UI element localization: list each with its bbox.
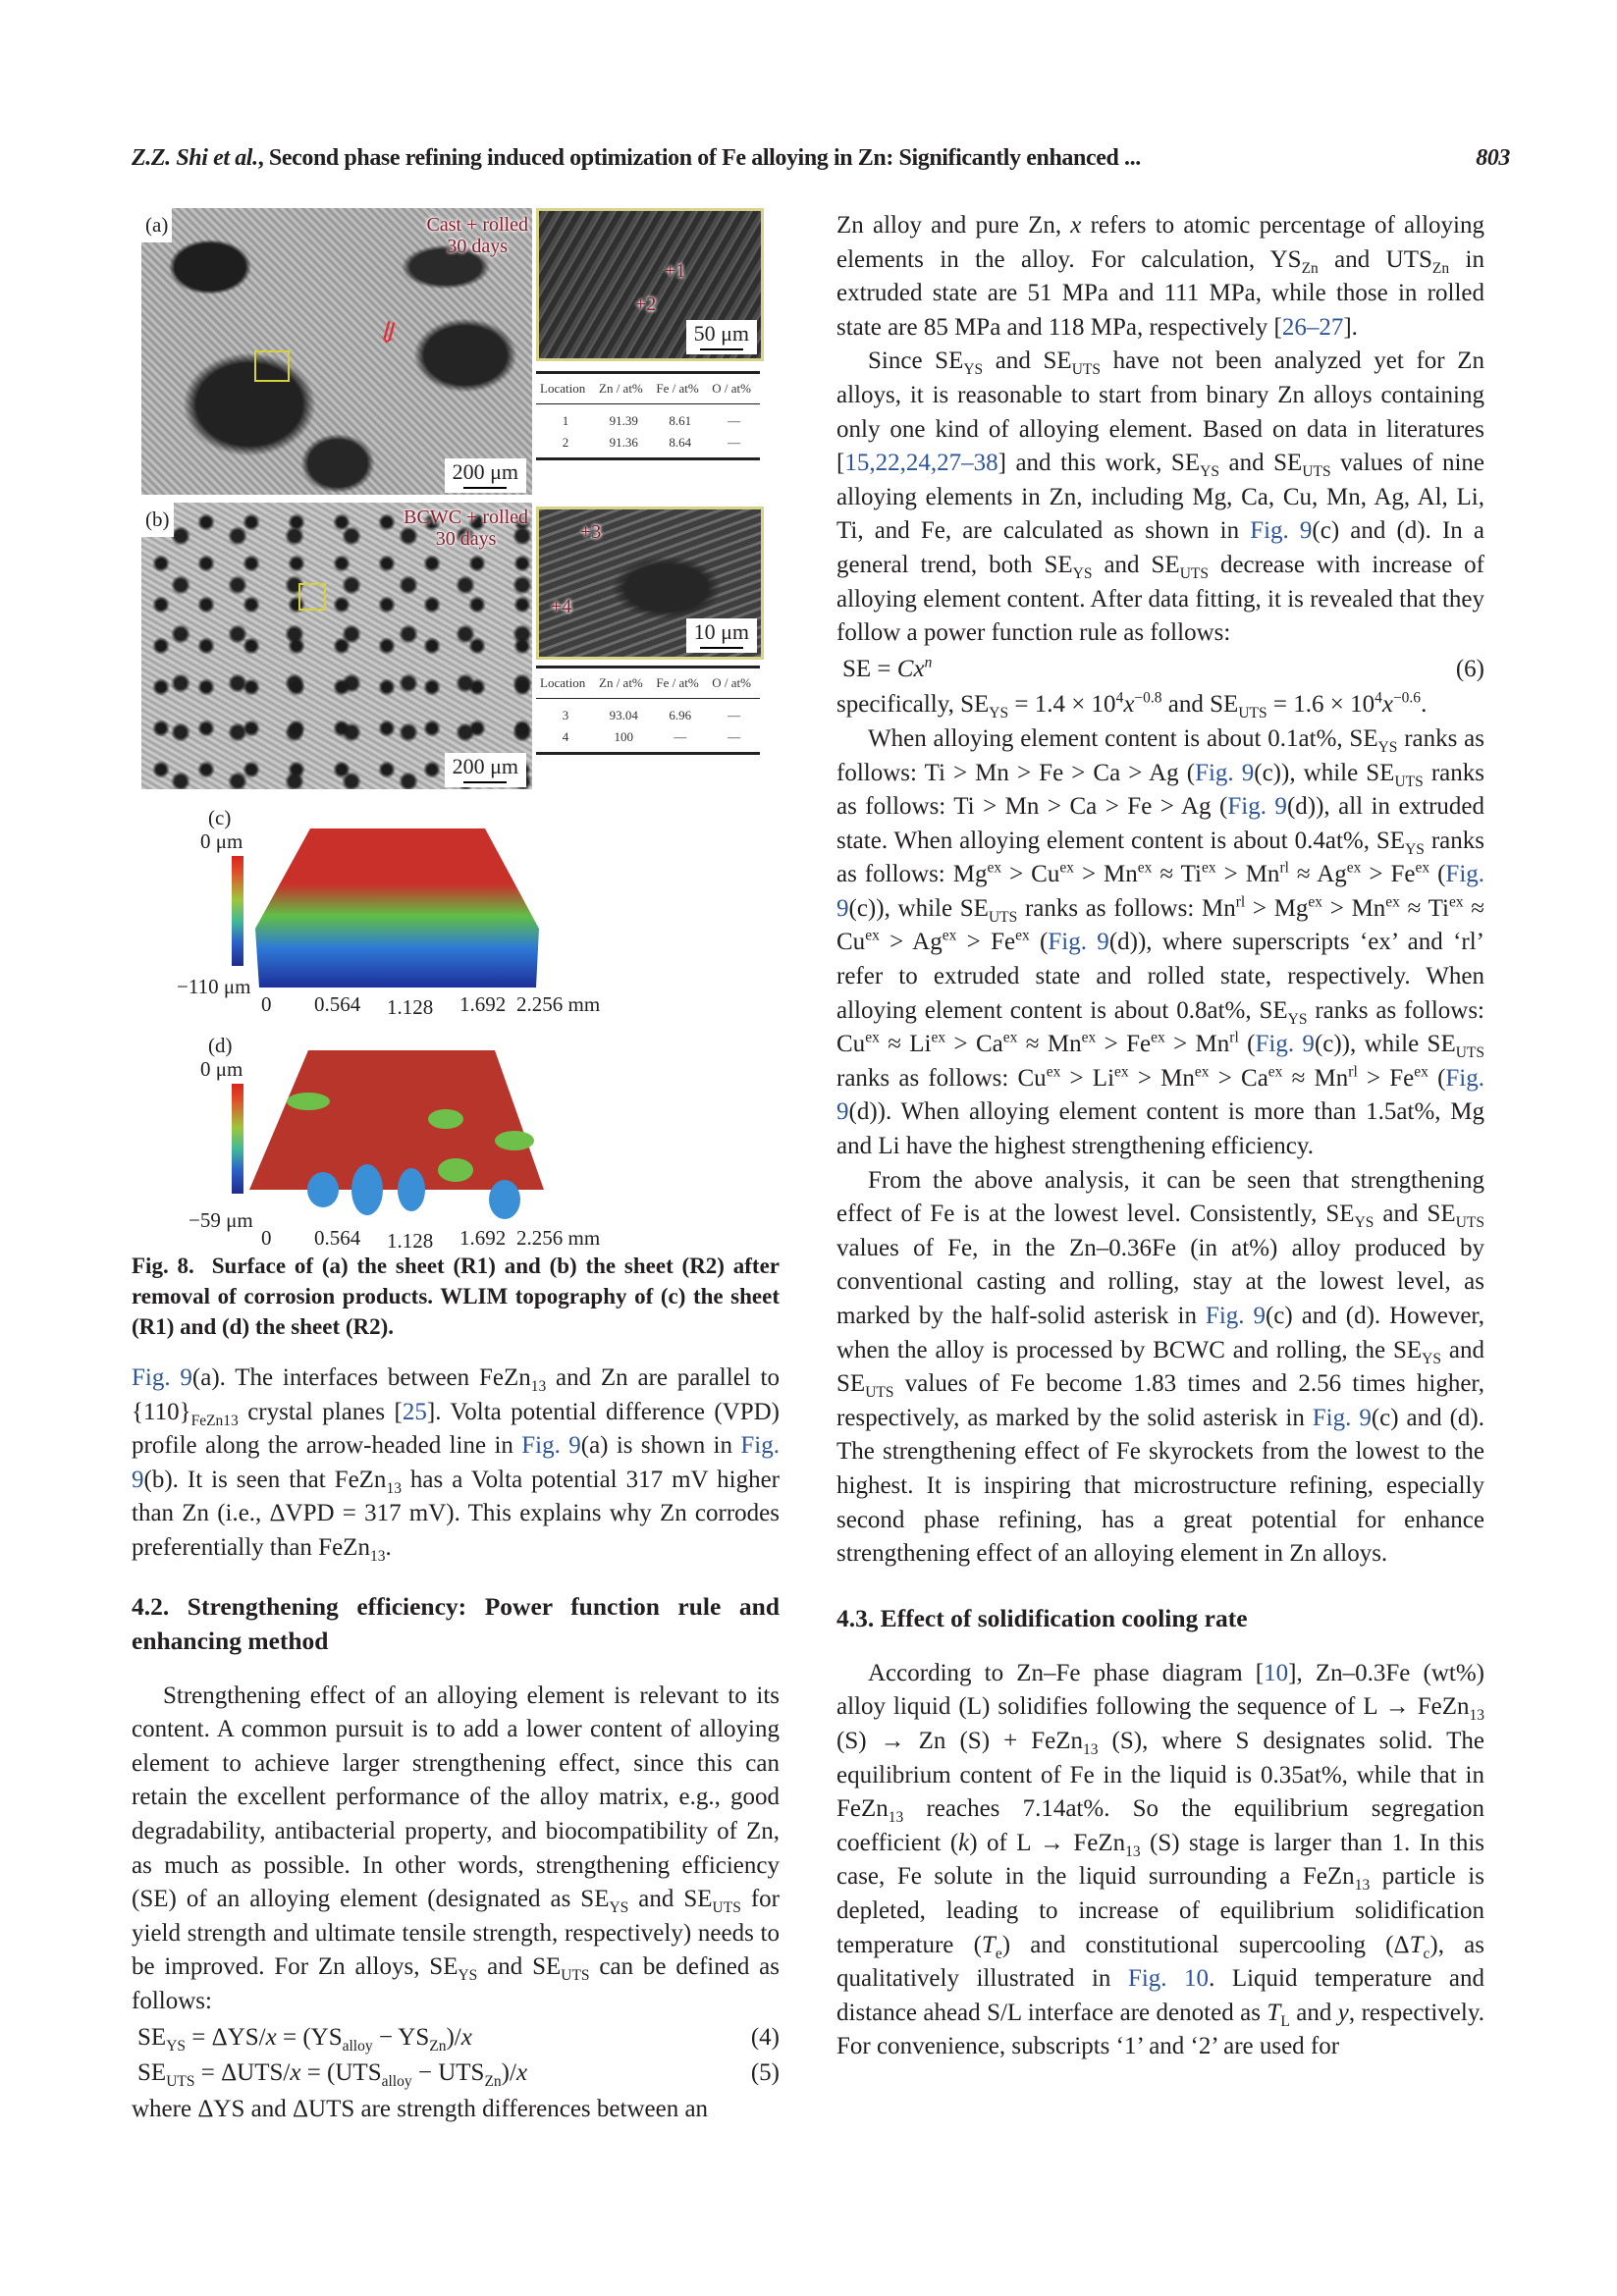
panel-c-tag: (c) (208, 806, 232, 829)
point-2: +2 (635, 294, 657, 315)
panel-c-colorbar-min: −110 μm (177, 975, 251, 998)
point-4: +4 (551, 596, 572, 617)
panel-d-tag: (d) (208, 1034, 233, 1057)
panel-b-tag: (b) (141, 503, 174, 537)
panel-d-x-tick: 0.564 (314, 1226, 361, 1250)
caption-text: Surface of (a) the sheet (R1) and (b) the sheet (R2) after removal of corrosion products. WLIM topography of (c) the sheet (R1) and (d) the sheet (R2). (132, 1254, 780, 1339)
panel-a-scale-bar: 200 μm (445, 458, 526, 493)
paragraph: specifically, $SE_{YS} = 1.4 \times 10^4x^{-0.8}$ and $SE_{UTS} = 1.6 \times 10^4x^{-0.6}$. (836, 689, 1428, 722)
panel-d-colorbar-max: 0 μm (200, 1057, 243, 1081)
reference-link[interactable]: 26–27 (1281, 313, 1344, 341)
running-head-authors: Z.Z. Shi et al. (132, 145, 258, 171)
table-row: 2 91.36 8.64 — (536, 432, 760, 459)
equation-4: $SE_{YS} = \Delta YS/x = (YS_{alloy} - YS_{Zn})/x$ (4) (132, 2021, 780, 2056)
running-head-title: , Second phase refining induced optimization of Fe alloying in Zn: Significantly enhanced ... (257, 145, 1141, 171)
paragraph: Fig. 9(a). The interfaces between FeZn$_{13}$ and Zn are parallel to $\{110\}_{FeZn13}$ crystal planes [25]. Volta potential difference (VPD) profile along the arrow-headed line in Fig. 9(a) is shown in Fig. 9(b). It is seen that FeZn$_{13}$ has a Volta potential 317 mV higher than Zn (i.e., ΔVPD = 317 mV). This explains why Zn corrodes preferentially than FeZn$_{13}$. (132, 1364, 780, 1565)
figure-link[interactable]: Fig. 9 (1227, 793, 1287, 821)
point-1: +1 (665, 260, 686, 282)
region-box (254, 350, 290, 382)
panel-a-micrograph (141, 208, 532, 495)
panel-a-sem-inset (536, 208, 764, 361)
panel-d-wlim (132, 1029, 780, 1253)
panel-a-eds-table: Location Zn / at% Fe / at% O / at% 1 91.39 8.61 — 2 91.36 8.64 — (536, 371, 760, 460)
paragraph: where ΔYS and ΔUTS are strength differences between an (132, 2095, 709, 2122)
panel-c-wlim (132, 801, 780, 1017)
figure-link[interactable]: Fig. 9 (1048, 929, 1109, 956)
figure-link[interactable]: Fig. 9 (132, 1432, 780, 1493)
panel-c-colorbar-max: 0 μm (200, 829, 243, 853)
figure-link[interactable]: Fig. 9 (132, 1364, 192, 1391)
figure-link[interactable]: Fig. 9 (836, 1064, 1485, 1126)
equation-6: SE = $Cx^n$ (6) (836, 653, 1484, 687)
figure-link[interactable]: Fig. 10 (1127, 1965, 1210, 1993)
running-head (132, 145, 1510, 181)
red-arrow-icon: ⇙ (370, 312, 408, 353)
panel-b-sem-inset (536, 507, 764, 660)
panel-c-x-tick: 0.564 (314, 992, 361, 1016)
figure-link[interactable]: Fig. 9 (521, 1432, 581, 1460)
table-row: 4 100 — — (536, 726, 760, 754)
table-row: 1 91.39 8.61 — (562, 413, 741, 428)
paragraph: According to Zn–Fe phase diagram [10], Zn–0.3Fe (wt%) alloy liquid (L) solidifies following the sequence of L → FeZn$_{13}$ (S) → Zn (S) + FeZn$_{13}$ (S), where S designates solid. The equilibrium content of Fe in the liquid is 0.35at%, while that in FeZn$_{13}$ reaches 7.14at%. So the equilibrium segregation coefficient (k) of L → FeZn$_{13}$ (S) stage is larger than 1. In this case, Fe solute in the liquid surrounding a FeZn$_{13}$ particle is depleted, leading to increase of equilibrium solidification temperature $(T_e)$ and constitutional supercooling $(\Delta T_c)$, as qualitatively illustrated in Fig. 10. Liquid temperature and distance ahead S/L interface are denoted as $T_L$ and y, respectively. For convenience, subscripts ‘1’ and ‘2’ are used for (836, 1659, 1485, 2060)
reference-link[interactable]: 10 (1264, 1659, 1289, 1686)
panel-d-x-tick: 1.128 (387, 1229, 434, 1253)
equation-number: (5) (750, 2059, 780, 2087)
equation-5: $SE_{UTS} = \Delta UTS/x = (UTS_{alloy} - UTS_{Zn})/x$ (5) (132, 2056, 780, 2091)
paragraph: Strengthening effect of an alloying element is relevant to its content. A common pursuit is to add a lower content of alloying element to achieve larger strengthening effect, since this can retain the excellent performance of the alloy matrix, e.g., good degradability, antibacterial property, and biocompatibility of Zn, as much as possible. In other words, strengthening efficiency (SE) of an alloying element (designated as $SE_{YS}$ and $SE_{UTS}$ for yield strength and ultimate tensile strength, respectively) needs to be improved. For Zn alloys, $SE_{YS}$ and $SE_{UTS}$ can be defined as follows: (132, 1682, 780, 2014)
panel-b-micrograph (141, 503, 532, 789)
paragraph: Zn alloy and pure Zn, x refers to atomic percentage of alloying elements in the alloy. For calculation, $YS_{Zn}$ and $UTS_{Zn}$ in extruded state are 51 MPa and 111 MPa, while those in rolled state are 85 MPa and 118 MPa, respectively [26–27]. (836, 212, 1484, 341)
section-heading-4-3: 4.3. Effect of solidification cooling rate (836, 1603, 1248, 1632)
reference-link[interactable]: 25 (402, 1398, 427, 1425)
equation-number: (6) (1455, 655, 1484, 682)
figure-8 (132, 206, 780, 1253)
panel-d-colorbar-min: −59 μm (189, 1208, 253, 1232)
equation-number: (4) (750, 2023, 780, 2051)
panel-b-condition-label: BCWC + rolled 30 days (404, 507, 528, 550)
table-row: 3 93.04 6.96 — (562, 708, 741, 722)
point-3: +3 (580, 521, 602, 543)
paragraph: From the above analysis, it can be seen that strengthening effect of Fe is at the lowest level. Consistently, $SE_{YS}$ and $SE_{UTS}$ values of Fe, in the Zn–0.36Fe (in at%) alloy produced by conventional casting and rolling, stay at the lowest level, as marked by the half-solid asterisk in Fig. 9(c) and (d). However, when the alloy is processed by BCWC and rolling, the $SE_{YS}$ and $SE_{UTS}$ values of Fe become 1.83 times and 2.56 times higher, respectively, as marked by the solid asterisk in Fig. 9(c) and (d). The strengthening effect of Fe skyrockets from the lowest to the highest. It is inspiring that microstructure refining, especially second phase refining, has a great potential for enhance strengthening effect of an alloying element in Zn alloys. (836, 1166, 1485, 1568)
panel-a-inset-scale-bar: 50 μm (686, 320, 757, 354)
panel-b-eds-table: Location Zn / at% Fe / at% O / at% 3 93.04 6.96 — 4 100 — — (536, 666, 760, 755)
panel-d-colorbar (232, 1084, 243, 1194)
right-column (836, 209, 1484, 2064)
panel-c-x-tick: 2.256 mm (516, 992, 601, 1016)
panel-d-surface (249, 1042, 564, 1219)
page-number: 803 (1476, 145, 1510, 171)
panel-c-surface (249, 821, 564, 988)
panel-a-tag: (a) (141, 208, 172, 242)
figure-link[interactable]: Fig. 9 (1312, 1404, 1372, 1431)
panel-b-scale-bar: 200 μm (445, 753, 526, 787)
paragraph: When alloying element content is about 0.1at%, $SE_{YS}$ ranks as follows: Ti > Mn > Fe > Ca > Ag (Fig. 9(c)), while $SE_{UTS}$ ranks as follows: Ti > Mn > Ca > Fe > Ag (Fig. 9(d)), all in extruded state. When alloying element content is about 0.4at%, $SE_{YS}$ ranks as follows: $Mg^{ex} > Cu^{ex} > Mn^{ex} \approx Ti^{ex} > Mn^{rl} \approx Ag^{ex} > Fe^{ex}$ (Fig. 9(c)), while $SE_{UTS}$ ranks as follows: $Mn^{rl} > Mg^{ex} > Mn^{ex} \approx Ti^{ex} \approx Cu^{ex} > Ag^{ex} > Fe^{ex}$ (Fig. 9(d)), where superscripts ‘ex’ and ‘rl’ refer to extruded state and rolled state, respectively. When alloying element content is about 0.8at%, $SE_{YS}$ ranks as follows: $Cu^{ex} \approx Li^{ex} > Ca^{ex} \approx Mn^{ex} > Fe^{ex} > Mn^{rl}$ (Fig. 9(c)), while $SE_{UTS}$ ranks as follows: $Cu^{ex} > Li^{ex} > Mn^{ex} > Ca^{ex} \approx Mn^{rl} > Fe^{ex}$ (Fig. 9(d)). When alloying element content is more than 1.5at%, Mg and Li have the highest strengthening efficiency. (836, 724, 1485, 1160)
paragraph: Since $SE_{YS}$ and $SE_{UTS}$ have not been analyzed yet for Zn alloys, it is reasonable to start from binary Zn alloys containing only one kind of alloying element. Based on data in literatures [15,22,24,27–38] and this work, $SE_{YS}$ and $SE_{UTS}$ values of nine alloying elements in Zn, including Mg, Ca, Cu, Mn, Ag, Al, Li, Ti, and Fe, are calculated as shown in Fig. 9(c) and (d). In a general trend, both $SE_{YS}$ and $SE_{UTS}$ decrease with increase of alloying element content. After data fitting, it is revealed that they follow a power function rule as follows: (836, 347, 1484, 647)
figure-link[interactable]: Fig. 9 (1195, 759, 1255, 786)
reference-link[interactable]: 15,22,24,27–38 (844, 450, 998, 477)
figure-link[interactable]: Fig. 9 (1255, 1031, 1315, 1058)
region-box (298, 583, 326, 611)
panel-c-colorbar (232, 856, 243, 966)
panel-d-x-tick: 0 (261, 1226, 272, 1250)
figure-link[interactable]: Fig. 9 (1205, 1303, 1266, 1329)
panel-c-x-tick: 1.128 (387, 995, 434, 1019)
section-heading-4-2: 4.2. Strengthening efficiency: Power function rule and enhancing method (132, 1591, 780, 1655)
panel-c-x-tick: 0 (261, 992, 272, 1016)
figure-8-caption (132, 1251, 780, 1342)
panel-a-condition-label: Cast + rolled 30 days (426, 214, 528, 257)
figure-link[interactable]: Fig. 9 (836, 861, 1485, 922)
figure-number: Fig. 8. (132, 1254, 194, 1278)
panel-d-x-tick: 2.256 mm (516, 1226, 601, 1250)
panel-b-inset-scale-bar: 10 μm (686, 618, 757, 653)
panel-d-x-tick: 1.692 (459, 1226, 507, 1250)
figure-link[interactable]: Fig. 9 (1250, 517, 1313, 545)
panel-c-x-tick: 1.692 (459, 992, 507, 1016)
left-column (132, 206, 780, 2126)
